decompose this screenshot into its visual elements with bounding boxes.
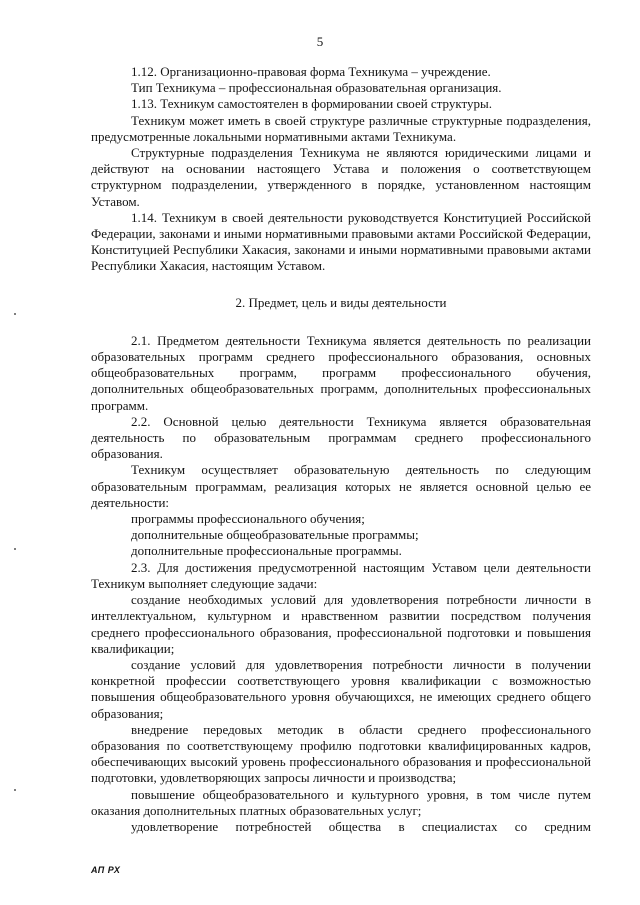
document-body (91, 64, 591, 835)
scan-speck (14, 789, 16, 791)
paragraph-1-13: 1.13. Техникум самостоятелен в формировании своей структуры. (131, 96, 493, 112)
paragraph-1-12: 1.12. Организационно-правовая форма Техникума – учреждение. (131, 64, 491, 79)
scan-speck (14, 548, 16, 550)
list-item: программы профессионального обучения; (131, 511, 365, 527)
paragraph-type: Тип Техникума – профессиональная образовательная организация. (131, 80, 502, 96)
task-item: удовлетворение потребностей общества в специалистах со средним (131, 818, 591, 834)
paragraph-activities: Техникум осуществляет образовательную деятельность по следующим образовательным программам, реализация которых не является основной целью ее деятельности: (91, 462, 591, 510)
paragraph-structure: Техникум может иметь в своей структуре различные структурные подразделения, предусмотренные локальными нормативными актами Техникума. (91, 112, 591, 144)
paragraph-2-2: 2.2. Основной целью деятельности Техникума является образовательная деятельность по образовательным программам среднего профессионального образования. (91, 413, 591, 462)
task-item: создание необходимых условий для удовлетворения потребности личности в интеллектуальном, культурном и нравственном развитии посредством получения среднего профессионального образования, профессиональной подготовки и повышения квалификации; (91, 592, 591, 656)
footer-mark: АП РХ (91, 865, 121, 875)
page-number: 5 (316, 34, 324, 49)
task-item: повышение общеобразовательного и культурного уровня, в том числе путем оказания дополнительных платных образовательных услуг; (91, 786, 591, 818)
section-heading: 2. Предмет, цель и виды деятельности (235, 294, 447, 310)
paragraph-2-3: 2.3. Для достижения предусмотренной настоящим Уставом цели деятельности Техникум выполняет следующие задачи: (91, 559, 591, 591)
paragraph-1-14: 1.14. Техникум в своей деятельности руководствуется Конституцией Российской Федерации, законами и иными нормативными правовыми актами Российской Федерации, Конституцией Республики Хакасия, законами и иными нормативными правовыми актами Республики Хакасия, настоящим Уставом. (91, 209, 591, 274)
task-item: создание условий для удовлетворения потребности личности в получении конкретной профессии соответствующего уровня квалификации с возможностью повышения общеобразовательного уровня обучающихся, не имеющих среднего общего образования; (91, 656, 591, 721)
task-item: внедрение передовых методик в области среднего профессионального образования по соответствующему профилю подготовки квалифицированных кадров, обеспечивающих высокий уровень профессионального образования и профессиональной подготовки, удовлетворяющих запросы личности и производства; (91, 721, 591, 786)
scan-speck (14, 313, 16, 315)
paragraph-2-1: 2.1. Предметом деятельности Техникума является деятельность по реализации образовательных программ среднего профессионального образования, основных общеобразовательных программ, программ профессионального обучения, дополнительных общеобразовательных программ, дополнительных профессиональных программ. (91, 332, 591, 413)
paragraph-subdivisions: Структурные подразделения Техникума не являются юридическими лицами и действуют на основании настоящего Устава и положения о соответствующем структурном подразделении, утвержденного в порядке, установленном настоящим Уставом. (91, 145, 591, 209)
list-item: дополнительные общеобразовательные программы; (131, 527, 419, 543)
list-item: дополнительные профессиональные программы. (131, 543, 402, 559)
